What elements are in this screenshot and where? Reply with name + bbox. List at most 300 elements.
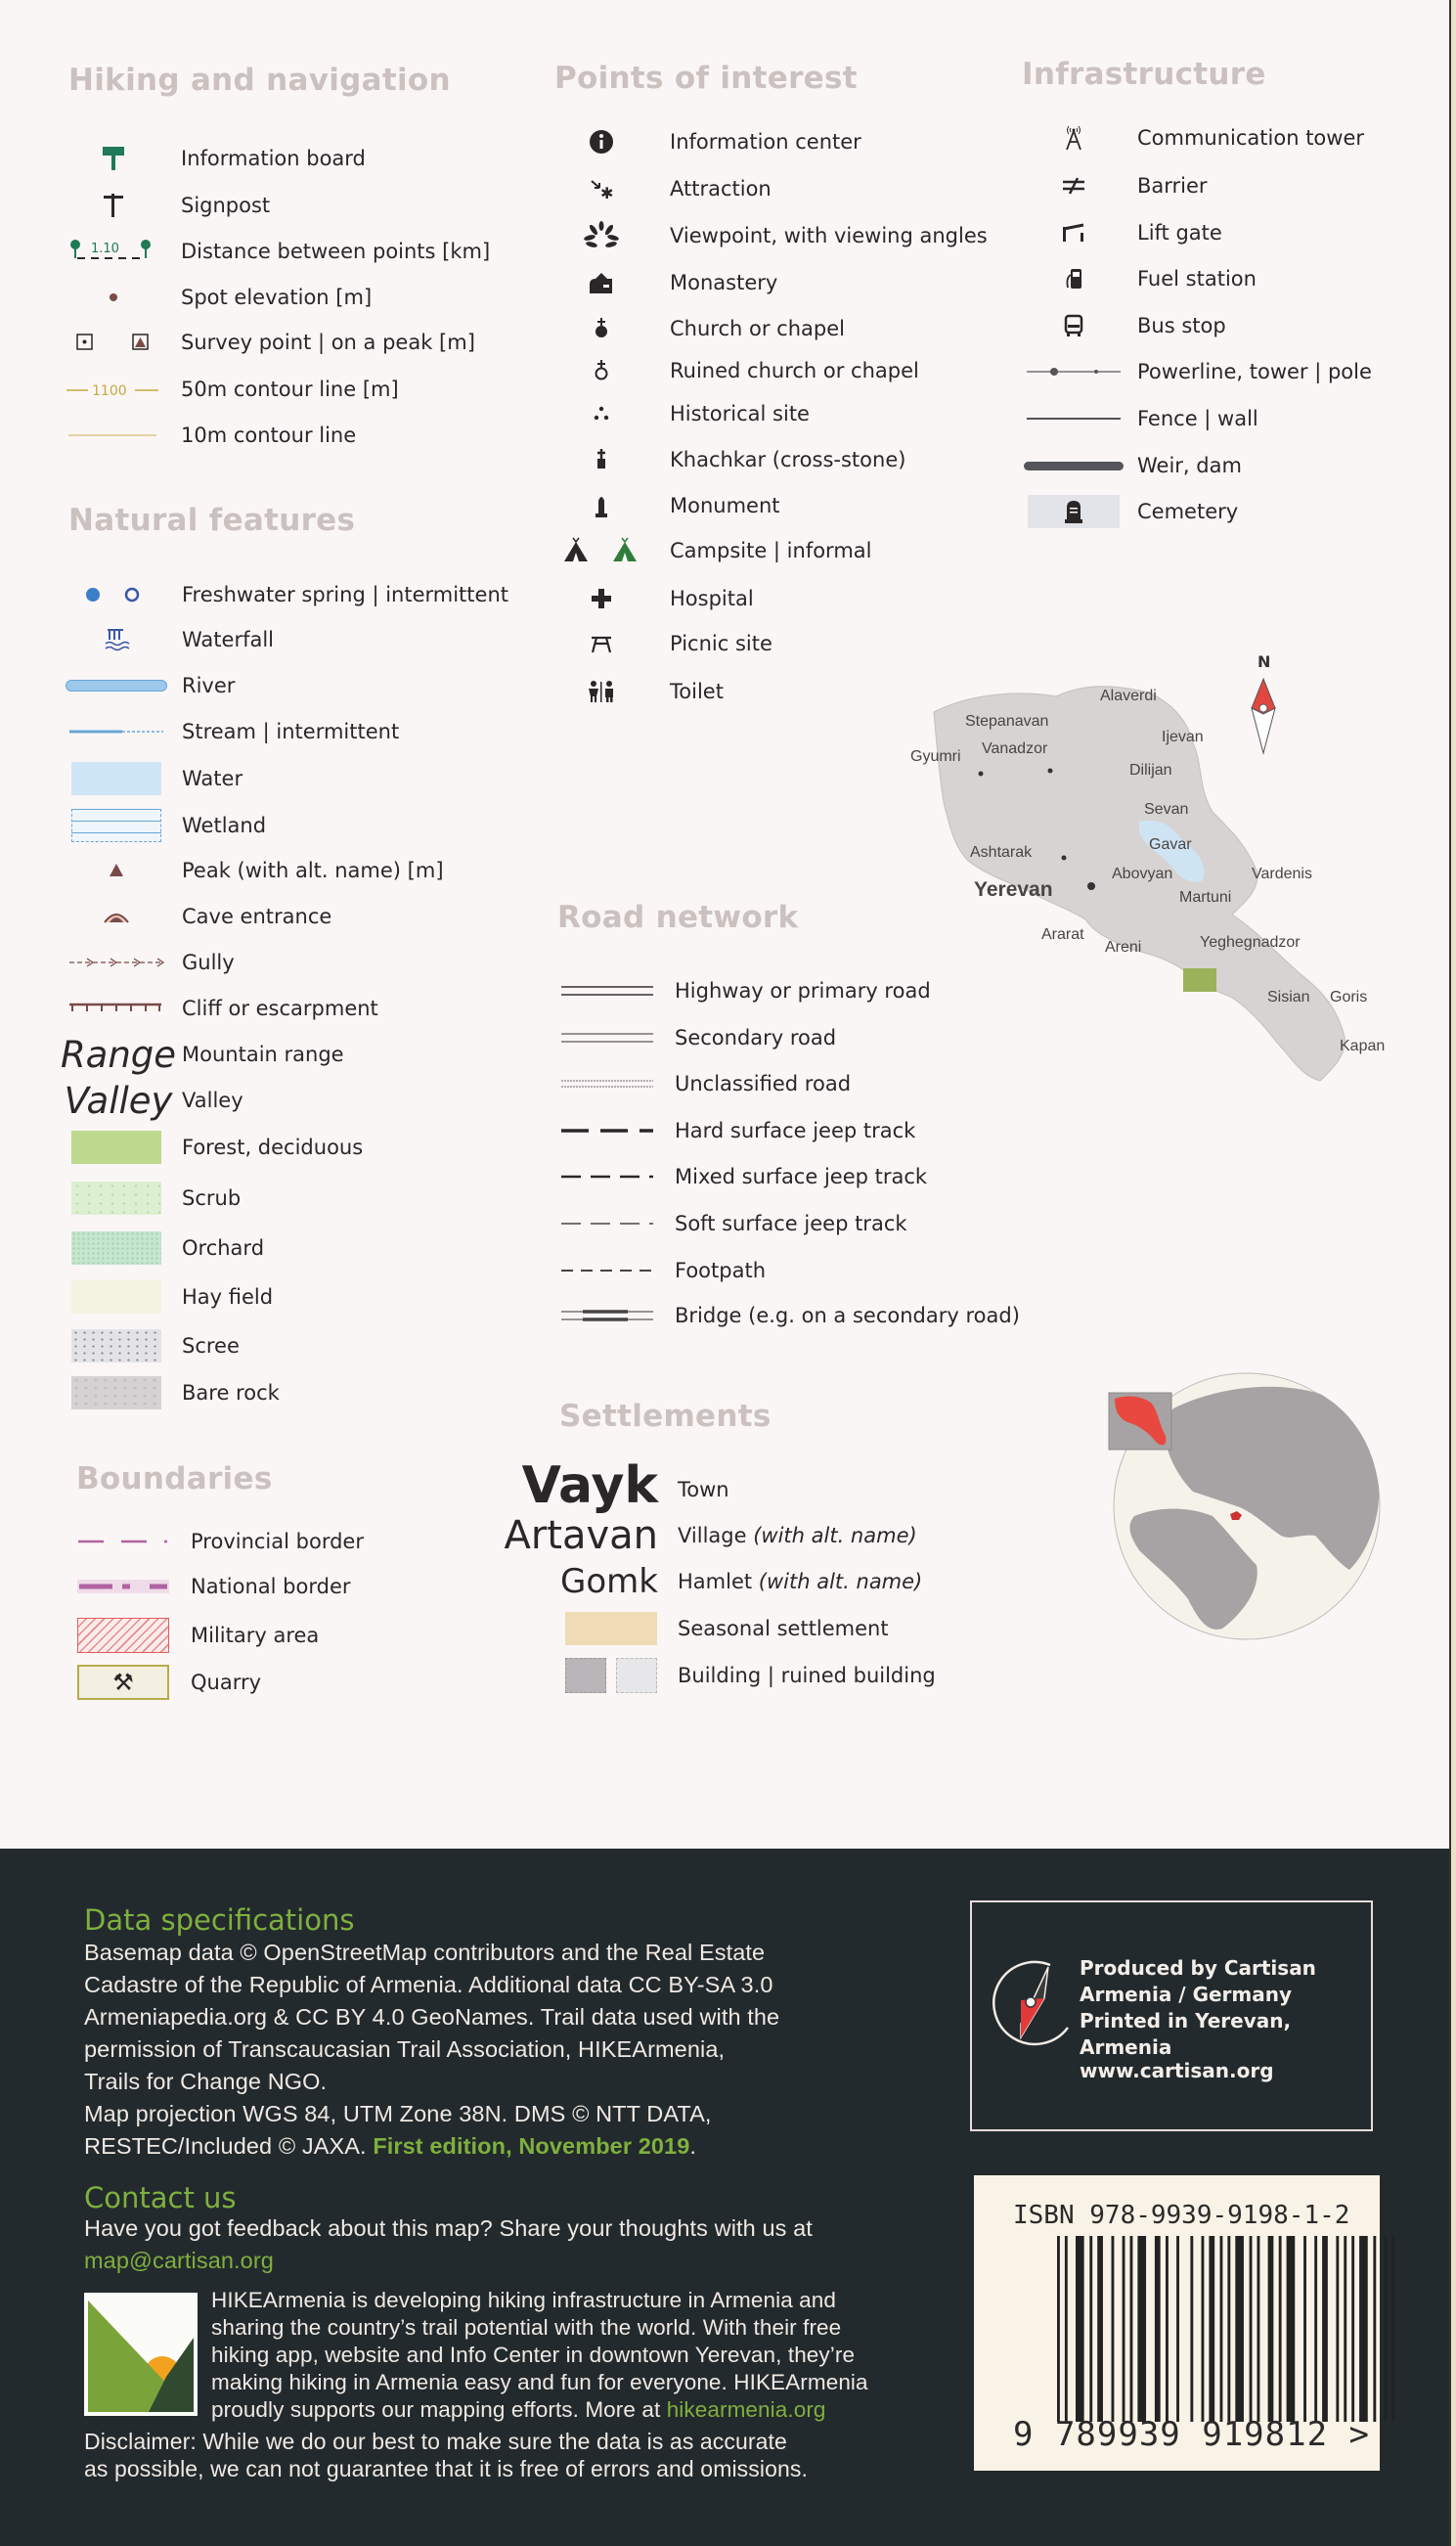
legend-label-text: Cliff or escarpment xyxy=(182,997,378,1020)
data-spec-line xyxy=(84,2130,779,2163)
water-swatch xyxy=(65,759,167,798)
legend-label xyxy=(181,378,399,401)
map-city-dot xyxy=(1062,856,1067,861)
legend-label-text: Wetland xyxy=(182,814,267,837)
hikearmenia-line: making hiking in Armenia easy and fun for everyone. HIKEArmenia xyxy=(211,2370,868,2394)
cartisan-logo-icon xyxy=(992,1959,1076,2047)
legend-label-text: Bridge (e.g. on a secondary road) xyxy=(675,1304,1020,1327)
legend-label xyxy=(675,1304,1020,1327)
legend-label xyxy=(181,286,372,309)
legend-label-italic: (with alt. name) xyxy=(753,1524,917,1547)
legend-label-text: Forest, deciduous xyxy=(182,1136,364,1159)
data-spec-title: Data specifications xyxy=(84,1903,355,1937)
legend-label xyxy=(670,680,724,703)
map-city-label: Sevan xyxy=(1144,801,1189,818)
monument-icon xyxy=(572,486,631,525)
adjacent-map-edge xyxy=(1449,0,1456,2546)
cave-icon xyxy=(65,897,167,936)
contact-line: Have you got feedback about this map? Share your thoughts with us at xyxy=(84,2215,813,2241)
map-city-label: Ijevan xyxy=(1162,729,1204,745)
barcode xyxy=(1057,2236,1323,2432)
weir-icon xyxy=(1020,446,1127,485)
legend-label xyxy=(1137,500,1238,523)
hard-jeep-track-line xyxy=(557,1111,655,1150)
legend-label-italic: (with alt. name) xyxy=(758,1570,923,1593)
north-arrow xyxy=(1252,652,1275,753)
barcode-bar xyxy=(1385,2236,1388,2422)
data-spec-text xyxy=(84,1937,779,2163)
legend-label xyxy=(1137,454,1242,477)
legend-label-text: Town xyxy=(678,1478,729,1501)
barcode-bar xyxy=(1351,2236,1354,2422)
legend-label-text: Valley xyxy=(182,1089,243,1112)
north-arrow-pivot xyxy=(1259,704,1267,712)
hikearmenia-line: HIKEArmenia is developing hiking infrastructure in Armenia and xyxy=(211,2288,837,2312)
legend-label xyxy=(181,331,475,354)
data-spec-line: permission of Transcaucasian Trail Association, HIKEArmenia, xyxy=(84,2036,726,2062)
map-city-label: Areni xyxy=(1105,939,1142,956)
powerline-icon xyxy=(1020,352,1127,391)
map-area-highlight xyxy=(1183,968,1216,992)
section-title-settlements: Settlements xyxy=(559,1399,772,1434)
disclaimer xyxy=(84,2428,808,2482)
legend-label-text: Fuel station xyxy=(1137,267,1257,290)
legend-label xyxy=(678,1478,729,1501)
barcode-bar xyxy=(1344,2236,1346,2422)
legend-label-text: Highway or primary road xyxy=(675,979,931,1003)
globe-locator xyxy=(1105,1369,1389,1643)
legend-label-text: Mixed surface jeep track xyxy=(675,1165,928,1188)
settlement-sample-text: Artavan xyxy=(504,1513,658,1558)
barcode-bar xyxy=(1202,2236,1205,2422)
legend-label xyxy=(670,402,810,425)
hikearmenia-line xyxy=(211,2396,868,2424)
barcode-bar xyxy=(1322,2236,1328,2422)
data-spec-line: Cadastre of the Republic of Armenia. Additional data CC BY-SA 3.0 xyxy=(84,1972,773,1997)
legend-label-text: Hamlet xyxy=(678,1570,753,1593)
info-center-icon xyxy=(572,122,631,161)
data-spec-line: Armeniapedia.org & CC BY 4.0 GeoNames. Trail data used with the xyxy=(84,2004,780,2030)
legend-label-text: Building | ruined building xyxy=(678,1664,936,1687)
range-text xyxy=(55,1035,182,1074)
secondary-road-line xyxy=(557,1018,655,1057)
legend-label-text: Quarry xyxy=(191,1671,262,1694)
legend-label xyxy=(182,720,399,743)
spring-icon xyxy=(65,575,167,614)
legend-label-text: Waterfall xyxy=(182,628,275,651)
hikearmenia-logo xyxy=(84,2293,198,2416)
legend-label-text: Barrier xyxy=(1137,174,1208,198)
publisher-line: Armenia / Germany xyxy=(1080,1983,1293,2006)
legend-label-text: Mountain range xyxy=(182,1043,344,1066)
isbn-digits: 9 789939 919812 > xyxy=(1013,2415,1370,2454)
data-spec-line: Map projection WGS 84, UTM Zone 38N. DMS © NTT DATA, xyxy=(84,2101,712,2126)
highway-line xyxy=(557,971,655,1010)
legend-label-text: Monastery xyxy=(670,271,778,294)
legend-label xyxy=(182,859,444,882)
svg-text:✱: ✱ xyxy=(600,184,614,202)
map-city-label: Vanadzor xyxy=(982,740,1048,757)
legend-label-text: Hospital xyxy=(670,587,754,610)
legend-label xyxy=(1137,314,1226,337)
legend-label xyxy=(675,1259,766,1282)
data-spec-line: Basemap data © OpenStreetMap contributors and the Real Estate xyxy=(84,1940,766,1965)
legend-label xyxy=(182,1381,280,1405)
barcode-bar xyxy=(1314,2236,1317,2422)
valley-text xyxy=(55,1081,182,1120)
legend-label xyxy=(1137,126,1364,150)
legend-label-text: Monument xyxy=(670,494,780,517)
svg-text:1100: 1100 xyxy=(92,383,127,399)
bus-stop-icon xyxy=(1020,306,1127,345)
barcode-bar xyxy=(1303,2236,1306,2422)
legend-label xyxy=(675,1119,915,1142)
legend-label-text: 50m contour line [m] xyxy=(181,378,399,401)
svg-text:1.10: 1.10 xyxy=(91,242,119,256)
legend-label-text: Powerline, tower | pole xyxy=(1137,360,1372,383)
legend-label xyxy=(182,583,508,606)
map-city-label: Yerevan xyxy=(974,878,1053,901)
cliff-icon xyxy=(65,989,167,1028)
fence-icon xyxy=(1020,399,1127,438)
wetland-swatch xyxy=(65,806,167,845)
legend-label xyxy=(678,1524,917,1547)
map-city-label: Dilijan xyxy=(1129,762,1172,779)
legend-label xyxy=(678,1617,889,1640)
legend-label xyxy=(182,997,378,1020)
legend-item xyxy=(0,1656,1456,1695)
barcode-bar xyxy=(1137,2236,1146,2422)
map-city-label: Gyumri xyxy=(910,748,961,765)
map-city-label: Yeghegnadzor xyxy=(1200,934,1301,951)
map-city-label: Ashtarak xyxy=(970,844,1033,861)
barcode-bar xyxy=(1097,2236,1103,2422)
legend-label xyxy=(182,674,235,697)
legend-label xyxy=(675,1072,851,1095)
legend-label xyxy=(1137,267,1257,290)
legend-label xyxy=(678,1570,922,1593)
legend-label xyxy=(181,194,270,217)
legend-label-text: Information board xyxy=(181,147,366,170)
attraction-icon xyxy=(572,169,631,208)
waterfall-icon xyxy=(65,620,167,659)
legend-label-text: Seasonal settlement xyxy=(678,1617,889,1640)
barcode-bar xyxy=(1176,2236,1179,2422)
barcode-bar xyxy=(1166,2236,1169,2422)
map-city-label: Martuni xyxy=(1179,889,1232,906)
legend-label xyxy=(670,359,919,382)
hikearmenia-link[interactable]: hikearmenia.org xyxy=(666,2397,826,2422)
hospital-icon xyxy=(572,579,631,618)
barcode-bar xyxy=(1065,2236,1068,2422)
fuel-station-icon xyxy=(1020,259,1127,298)
legend-label xyxy=(182,628,274,651)
soft-jeep-track-line xyxy=(557,1204,655,1243)
legend-label xyxy=(670,494,780,517)
monastery-icon xyxy=(572,263,631,302)
barcode-bar xyxy=(1391,2236,1394,2422)
legend-label-text: Spot elevation [m] xyxy=(181,286,373,309)
disclaimer-line: as possible, we can not guarantee that it is free of errors and omissions. xyxy=(84,2456,808,2481)
map-city-label: Ararat xyxy=(1041,926,1084,943)
footpath-line xyxy=(557,1251,655,1290)
survey-point-icon xyxy=(65,323,162,362)
legend-label xyxy=(675,1165,927,1188)
bare-rock-swatch xyxy=(65,1373,167,1412)
barcode-bar xyxy=(1373,2236,1376,2422)
legend-label xyxy=(1137,360,1372,383)
hikearmenia-line-prefix: proudly supports our mapping efforts. More at xyxy=(211,2397,667,2422)
legend-label xyxy=(182,1089,243,1112)
legend-label xyxy=(670,130,861,154)
legend-label xyxy=(181,147,366,170)
map-city-dot xyxy=(1087,882,1095,890)
settlement-sample-text: Vayk xyxy=(521,1456,658,1515)
legend-label-text: Lift gate xyxy=(1137,221,1222,245)
campsite-icon xyxy=(559,531,647,570)
ruined-church-icon xyxy=(572,351,631,390)
legend-label-text: Communication tower xyxy=(1137,126,1365,150)
hikearmenia-line: sharing the country’s trail potential with the world. With their free xyxy=(211,2315,842,2340)
settlement-sample-text: Gomk xyxy=(560,1562,658,1601)
legend-label-text: Village xyxy=(678,1524,747,1547)
barcode-bar xyxy=(1112,2236,1115,2422)
hayfield-swatch xyxy=(65,1277,167,1317)
barcode-bar xyxy=(1279,2236,1282,2422)
legend-label-text: Survey point | on a peak [m] xyxy=(181,331,475,354)
barcode-bar xyxy=(1057,2236,1060,2422)
legend-label xyxy=(675,1212,907,1235)
legend-label-text: Bus stop xyxy=(1137,314,1226,337)
data-spec-line: Trails for Change NGO. xyxy=(84,2069,328,2094)
legend-label-text: Bare rock xyxy=(182,1381,280,1405)
armenia-overview-map xyxy=(909,646,1418,1135)
legend-label xyxy=(182,1285,273,1309)
isbn-barcode-box xyxy=(974,2175,1380,2471)
legend-label-text: Secondary road xyxy=(675,1026,837,1050)
khachkar-icon xyxy=(572,440,631,479)
unclassified-road-line xyxy=(557,1064,655,1103)
barcode-bar xyxy=(1089,2236,1092,2422)
edition-suffix: . xyxy=(689,2133,697,2159)
stream-icon xyxy=(65,712,167,751)
legend-label-text: Signpost xyxy=(181,194,271,217)
legend-label-text: Campsite | informal xyxy=(670,539,872,562)
legend-label xyxy=(182,1186,241,1210)
barcode-bar xyxy=(1123,2236,1125,2422)
map-city-label: Alaverdi xyxy=(1100,688,1157,704)
contact-text xyxy=(84,2212,813,2277)
legend-label-text: Viewpoint, with viewing angles xyxy=(670,224,988,247)
legend-label xyxy=(675,1026,836,1050)
legend-label-text: Toilet xyxy=(670,680,724,703)
legend-label xyxy=(181,240,490,263)
legend-label-text: Cemetery xyxy=(1137,500,1239,523)
isbn-label: ISBN 978-9939-9198-1-2 xyxy=(1013,2201,1350,2230)
edition-text: First edition, November 2019 xyxy=(373,2133,690,2159)
contact-email-link[interactable]: map@cartisan.org xyxy=(84,2248,274,2273)
scree-swatch xyxy=(65,1326,167,1365)
legend-label xyxy=(670,448,905,471)
legend-label xyxy=(1137,221,1222,245)
legend-label xyxy=(182,1043,344,1066)
barcode-bar xyxy=(1359,2236,1368,2422)
legend-symbol xyxy=(560,1562,658,1601)
legend-symbol xyxy=(504,1513,658,1558)
cemetery-icon xyxy=(1020,492,1127,531)
legend-label xyxy=(181,424,356,447)
barcode-bar xyxy=(1155,2236,1161,2422)
legend-label-text: Gully xyxy=(182,951,235,974)
legend-label-text: Cave entrance xyxy=(182,905,332,928)
legend-label xyxy=(182,1334,240,1358)
section-title-poi: Points of interest xyxy=(554,61,858,96)
range-sample-text: Range xyxy=(60,1033,177,1076)
legend-label-text: Footpath xyxy=(675,1259,767,1282)
contact-title: Contact us xyxy=(84,2181,237,2214)
legend-label xyxy=(1137,407,1258,430)
toilet-icon xyxy=(572,672,631,711)
legend-label-text: Freshwater spring | intermittent xyxy=(182,583,508,606)
legend-label xyxy=(675,979,931,1003)
spot-elevation-icon xyxy=(65,278,162,317)
legend-label-text: River xyxy=(182,674,236,697)
legend-label-text: Orchard xyxy=(182,1236,265,1260)
picnic-icon xyxy=(572,624,631,663)
distance-icon xyxy=(65,232,162,271)
publisher-text xyxy=(1080,1955,1371,2061)
publisher-line: Produced by Cartisan xyxy=(1080,1956,1316,1980)
barcode-bar xyxy=(1250,2236,1253,2422)
legend-label-text: Scree xyxy=(182,1334,240,1358)
legend-label xyxy=(182,1236,264,1260)
map-city-label: Stepanavan xyxy=(965,713,1049,730)
disclaimer-line: Disclaimer: While we do our best to make sure the data is as accurate xyxy=(84,2429,787,2454)
contour-10m-icon xyxy=(65,416,162,455)
section-title-hiking: Hiking and navigation xyxy=(68,63,451,98)
legend-label-text: Khachkar (cross-stone) xyxy=(670,448,906,471)
legend-label xyxy=(678,1664,936,1687)
section-title-boundaries: Boundaries xyxy=(76,1461,273,1496)
barrier-icon xyxy=(1020,166,1127,205)
legend-label-text: Information center xyxy=(670,130,861,154)
barcode-bar xyxy=(1268,2236,1274,2422)
barcode-bar xyxy=(1076,2236,1084,2422)
peak-icon xyxy=(65,851,167,890)
publisher-website-link[interactable]: www.cartisan.org xyxy=(1080,2059,1274,2082)
legend-label-text: Peak (with alt. name) [m] xyxy=(182,859,444,882)
legend-label-text: Military area xyxy=(191,1624,320,1647)
section-title-roads: Road network xyxy=(557,900,799,935)
barcode-bar xyxy=(1336,2236,1339,2422)
north-label: N xyxy=(1257,652,1271,671)
map-city-dot xyxy=(1048,769,1053,774)
legend-label-text: Provincial border xyxy=(191,1530,364,1553)
legend-label xyxy=(182,951,235,974)
map-city-label: Vardenis xyxy=(1252,866,1312,882)
legend-label-text: Distance between points [km] xyxy=(181,240,491,263)
legend-label-text: Unclassified road xyxy=(675,1072,852,1095)
legend-label xyxy=(182,1136,363,1159)
information-board-icon xyxy=(65,139,162,178)
map-city-label: Kapan xyxy=(1340,1038,1386,1054)
legend-label xyxy=(670,224,988,247)
legend-label-text: Weir, dam xyxy=(1137,454,1242,477)
legend-label-text: Scrub xyxy=(182,1186,242,1210)
legend-label xyxy=(670,587,754,610)
communication-tower-icon xyxy=(1020,118,1127,157)
legend-label xyxy=(670,177,772,201)
contour-50m-icon xyxy=(65,370,162,409)
bridge-line xyxy=(557,1296,655,1335)
map-city-label: Sisian xyxy=(1267,989,1310,1005)
map-city-dot xyxy=(979,772,984,777)
legend-label-text: Hard surface jeep track xyxy=(675,1119,916,1142)
legend-label-text: Historical site xyxy=(670,402,810,425)
publisher-line: Printed in Yerevan, Armenia xyxy=(1080,2009,1292,2059)
publisher-box xyxy=(970,1900,1373,2131)
legend-label-text: Stream | intermittent xyxy=(182,720,400,743)
lift-gate-icon xyxy=(1020,213,1127,252)
section-title-infrastructure: Infrastructure xyxy=(1022,57,1266,92)
barcode-bar xyxy=(1190,2236,1193,2422)
hikearmenia-line: hiking app, website and Info Center in downtown Yerevan, they’re xyxy=(211,2343,856,2367)
legend-label xyxy=(182,767,243,790)
signpost-icon xyxy=(65,186,162,225)
legend-label-text: National border xyxy=(191,1575,351,1598)
legend-label-text: Ruined church or chapel xyxy=(670,359,919,382)
legend-label xyxy=(670,271,777,294)
barcode-bar xyxy=(1227,2236,1230,2422)
legend-label xyxy=(670,539,871,562)
section-title-natural: Natural features xyxy=(68,503,356,538)
barcode-bar xyxy=(1220,2236,1223,2422)
legend-label xyxy=(182,814,266,837)
legend-label-text: Hay field xyxy=(182,1285,274,1309)
legend-label-text: Fence | wall xyxy=(1137,407,1258,430)
legend-symbol xyxy=(565,1656,657,1695)
barcode-bar xyxy=(1209,2236,1214,2422)
quarry-swatch: ⚒ xyxy=(74,1663,172,1702)
barcode-bar xyxy=(1257,2236,1260,2422)
map-city-label: Abovyan xyxy=(1112,866,1173,882)
legend-symbol xyxy=(565,1609,657,1648)
valley-sample-text: Valley xyxy=(64,1079,173,1122)
barcode-bar xyxy=(1235,2236,1244,2422)
legend-label-text: 10m contour line xyxy=(181,424,357,447)
legend-label-text: Attraction xyxy=(670,177,772,201)
scrub-swatch xyxy=(65,1179,167,1218)
church-icon xyxy=(572,309,631,348)
map-city-label: Goris xyxy=(1330,989,1368,1005)
river-icon xyxy=(65,666,167,705)
legend-label xyxy=(670,317,845,340)
data-spec-line-prefix: RESTEC/Included © JAXA. xyxy=(84,2133,374,2159)
legend-label xyxy=(1137,174,1208,198)
legend-label xyxy=(182,905,331,928)
legend-label-text: Water xyxy=(182,767,243,790)
forest-swatch xyxy=(65,1128,167,1167)
legend-label-text: Church or chapel xyxy=(670,317,845,340)
legend-label-text: Picnic site xyxy=(670,632,772,655)
barcode-bar xyxy=(1287,2236,1296,2422)
north-arrow-white xyxy=(1252,708,1275,753)
legend-label-text: Soft surface jeep track xyxy=(675,1212,907,1235)
legend-symbol xyxy=(521,1456,658,1515)
map-city-label: Gavar xyxy=(1149,836,1192,853)
hikearmenia-text xyxy=(211,2287,868,2424)
orchard-swatch xyxy=(65,1228,167,1268)
